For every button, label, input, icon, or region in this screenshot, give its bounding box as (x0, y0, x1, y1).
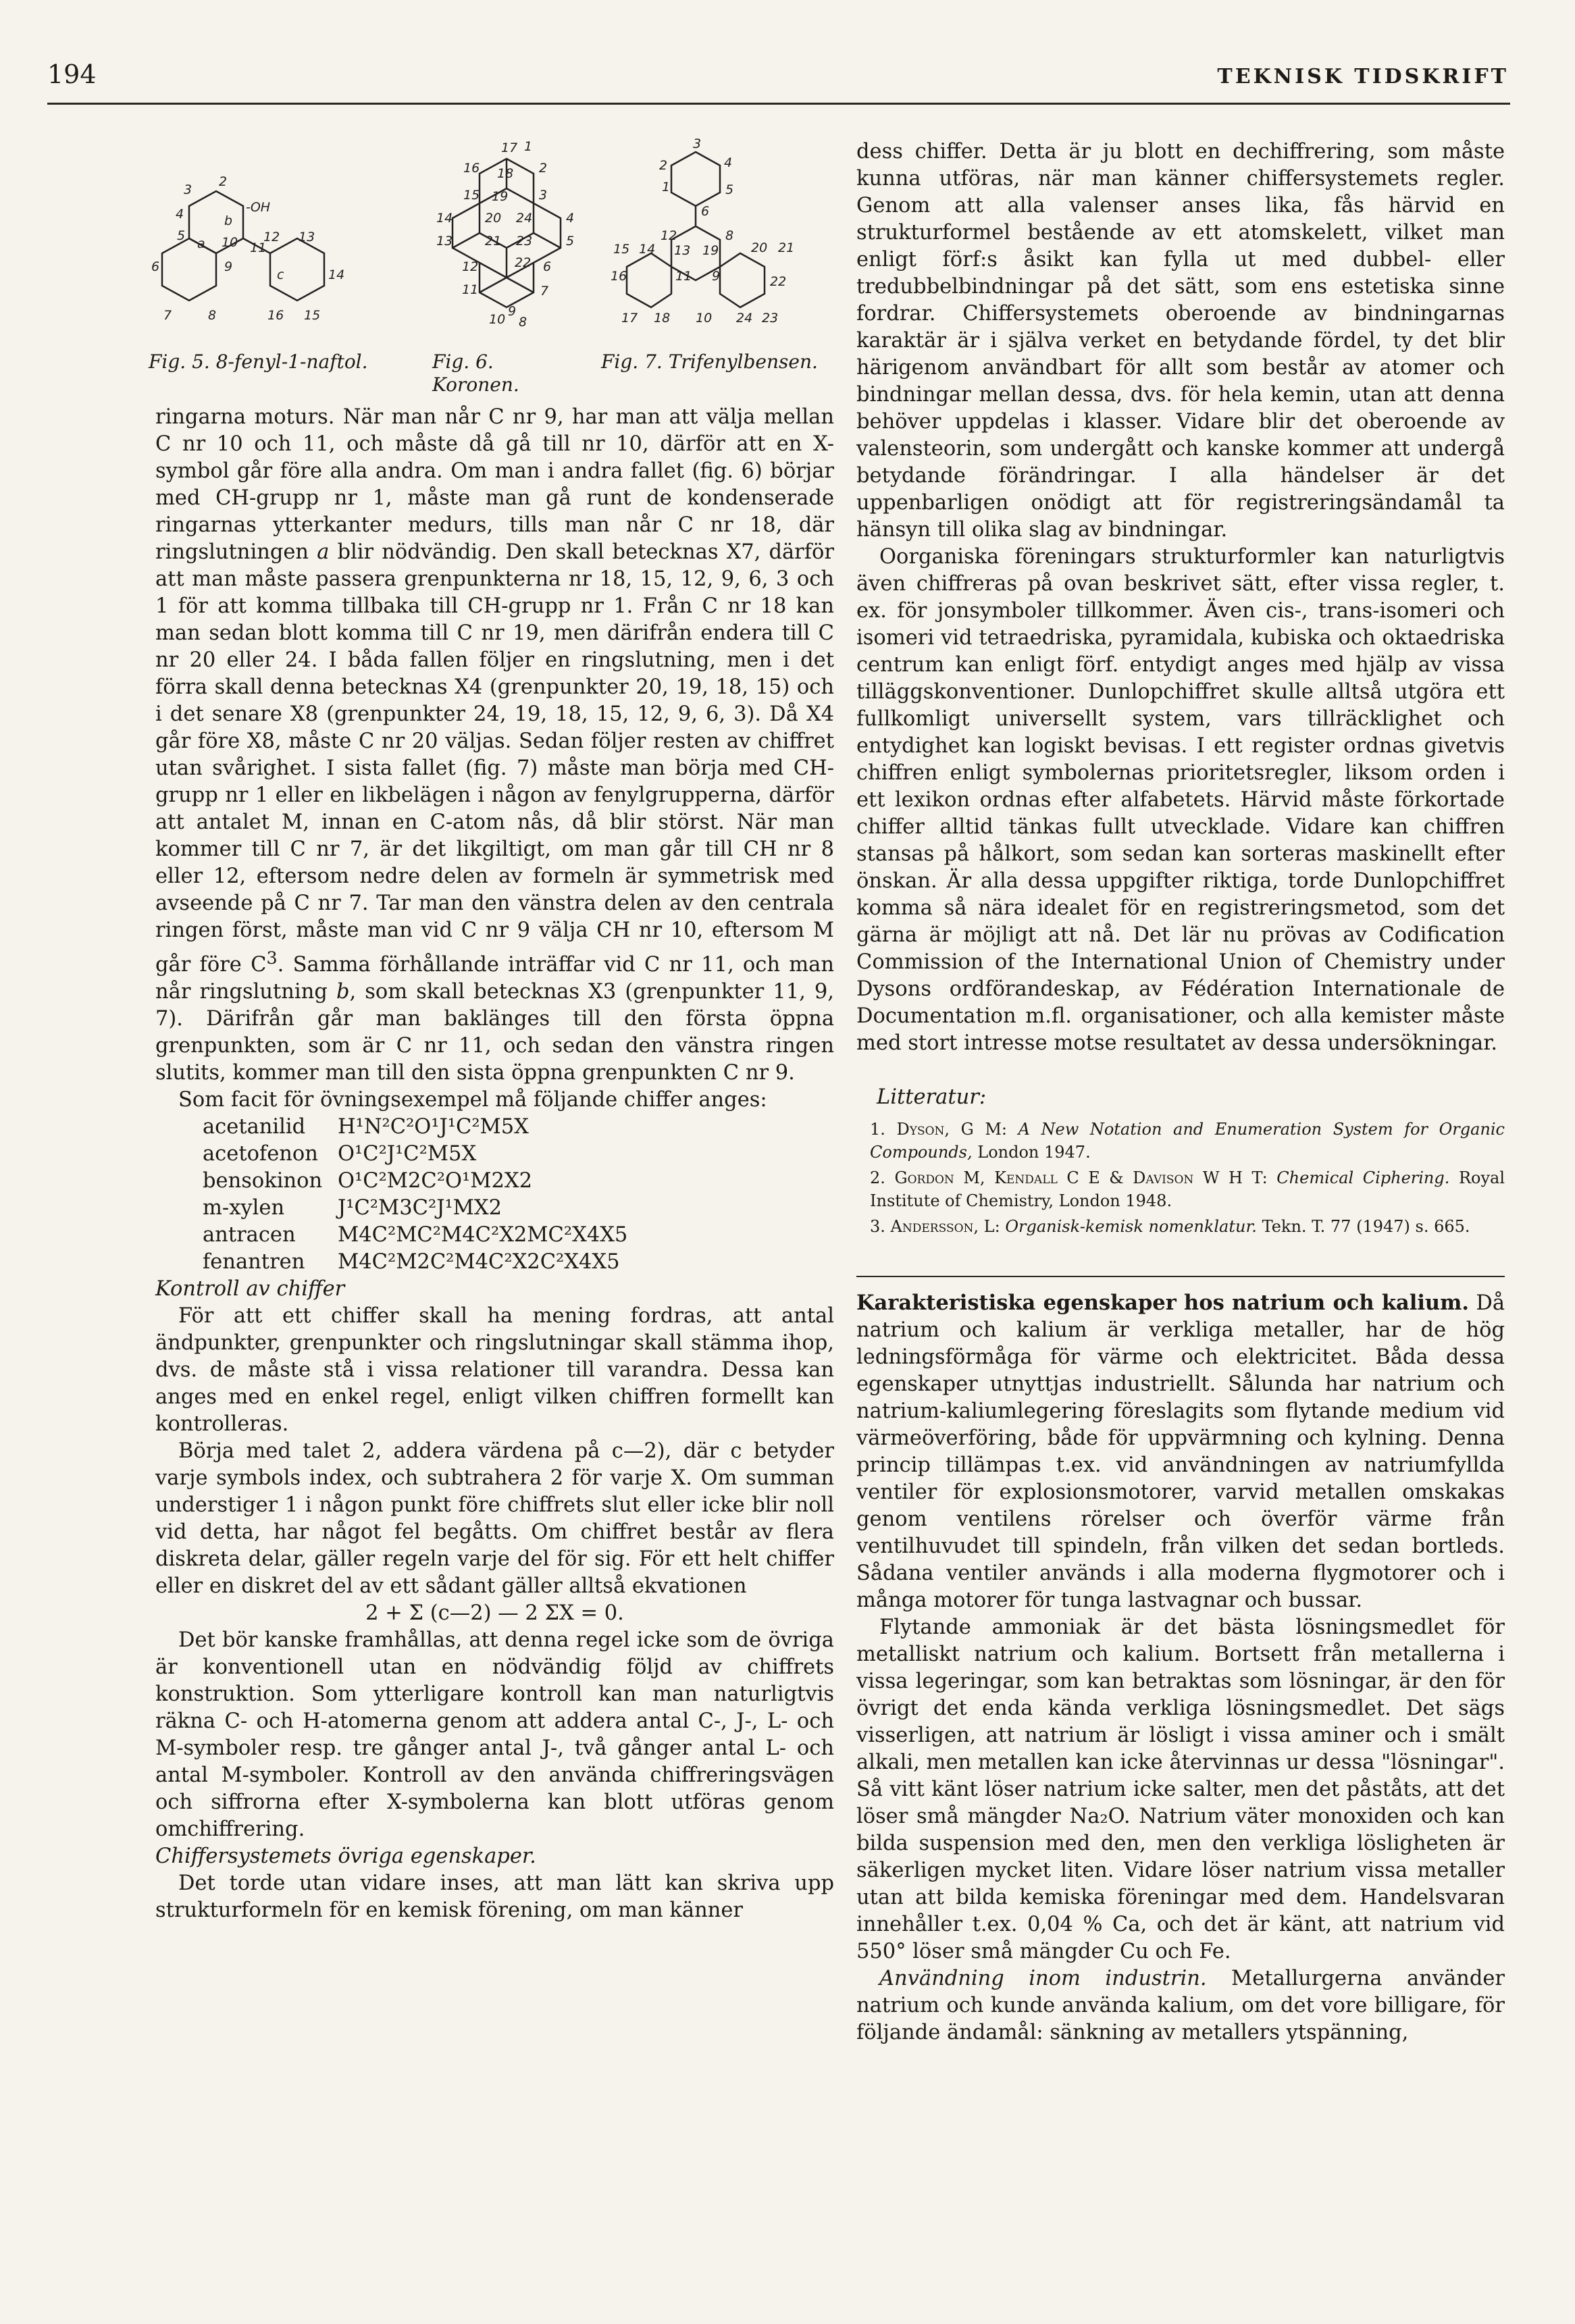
fig6-label: 9 (508, 304, 517, 319)
reference-item (870, 1166, 1505, 1212)
fig7-label: 3 (693, 138, 702, 151)
fig5-label: c (277, 267, 284, 282)
fig7-label: 17 (621, 311, 638, 326)
compound-cipher: M4C²MC²M4C²X2MC²X4X5 (338, 1223, 628, 1247)
fig6-label: 24 (516, 211, 533, 226)
paragraph (856, 1289, 1505, 1614)
fig6-label: 6 (543, 259, 552, 274)
fig7-label: 22 (770, 274, 787, 289)
fig5-caption: Fig. 5. 8-fenyl-1-naftol. (149, 351, 368, 373)
paragraph: Oorganiska föreningars strukturformler kan naturligtvis även chiffreras på ovan beskrivet sätt, efter vissa regler, t. ex. för jonsymboler tillkommer. Även cis-, trans-isomeri och isomeri vid tetraedriska, pyramidala, kubiska och oktaedriska centrum kan enligt förf. entydigt anges med hjälp av vissa tilläggskonventioner. Dunlopchiffret skulle alltså utgöra ett fullkomligt universellt system, vars tillräcklighet och entydighet kan logiskt bevisas. I ett register ordnas givetvis chiffren enligt symbolernas prioritetsregler, liksom orden i ett lexikon ordnas efter alfabetets. Härvid måste förkortade chiffer alltid tänkas fullt utvecklade. Vidare kan chiffren stansas på hålkort, som sedan kan sorteras maskinellt efter önskan. Är alla dessa uppgifter riktiga, torde Dunlopchiffret komma så nära idealet för en registreringsmetod, som det gärna är möjligt att nå. Det lär nu prövas av Codification Commission of the International Union of Chemistry under Dysons ordförandeskap, av Fédération Internationale de Documentation m.fl. organisationer, och alla kemister måste med stort intresse motse resultatet av dessa undersökningar. (856, 545, 1505, 1055)
fig7-label: 1 (662, 180, 671, 195)
compound-cipher: O¹C²M2C²O¹M2X2 (338, 1169, 532, 1193)
figure-6 (432, 138, 588, 396)
fig6-label: 10 (489, 312, 506, 327)
paragraph: För att ett chiffer skall ha mening fordras, att antal ändpunkter, grenpunkter och ringslutningar skall stämma ihop, dvs. de måste stå i vissa relationer till varandra. Dessa kan anges med en enkel regel, enligt vilken chiffren formellt kan kontrolleras. (155, 1304, 834, 1437)
fig7-label: 18 (654, 311, 671, 326)
paragraph: Som facit för övningsexempel må följande chiffer anges: (178, 1088, 767, 1112)
fig5-label: 2 (219, 174, 228, 189)
table-row (203, 1195, 627, 1222)
ref-author: Andersson, L: (890, 1217, 1000, 1236)
fig5-label: 10 (222, 235, 238, 250)
compound-cipher: H¹N²C²O¹J¹C²M5X (338, 1115, 529, 1139)
table-row (203, 1222, 627, 1249)
paragraph (155, 404, 834, 1087)
fig6-label: 11 (462, 282, 479, 297)
fig7-label: 21 (778, 240, 795, 255)
section-heading-egenskaper: Chiffersystemets övriga egenskaper. (155, 1844, 536, 1869)
ref-title: Chemical Ciphering. (1276, 1168, 1450, 1187)
ref-author: Gordon M, Kendall C E & Davison W H T: (894, 1168, 1268, 1187)
figure-5 (149, 138, 385, 373)
section-heading-kontroll: Kontroll av chiffer (155, 1277, 345, 1301)
fig7-label: 2 (659, 158, 668, 173)
equation: 2 + Σ (c—2) — 2 ΣX = 0. (365, 1601, 624, 1626)
fig5-label: 4 (176, 207, 184, 222)
ref-title: Organisk-kemisk nomenklatur. (1005, 1217, 1257, 1236)
fig7-label: 4 (724, 155, 733, 170)
italic-symbol: a (317, 540, 330, 564)
fig6-label: 3 (539, 188, 548, 203)
fig7-label: 13 (674, 243, 691, 258)
fig5-label: 14 (328, 267, 345, 282)
fig7-label: 19 (702, 243, 719, 258)
ref-number: 1. (870, 1120, 885, 1139)
superscript: 3 (266, 948, 278, 968)
reference-item (870, 1215, 1505, 1238)
text-run: blir nödvändig. Den skall betecknas X7, därför att man måste passera grenpunkterna nr 18, 15, 12, 9, 6, 3 och 1 för att komma tillbaka till CH-grupp nr 1. Från C nr 18 kan man sedan blott komma till C nr 19, men därifrån endera till C nr 20 eller 24. I båda fallen följer en ringslutning, men i det förra skall denna betecknas X4 (grenpunkter 20, 19, 18, 15) och i det senare X8 (grenpunkter 24, 19, 18, 15, 12, 9, 6, 3). Då X4 går före X8, måste C nr 20 väljas. Sedan följer resten av chiffret utan svårighet. I sista fallet (fig. 7) måste man börja med CH-grupp nr 1 eller en likbelägen i någon av fenylgrupperna, därför att antalet M, innan en C-atom nås, då blir störst. När man kommer till C nr 7, är det likgiltigt, om man går till CH nr 8 eller 12, eftersom nedre delen av formeln är symmetrisk med avseende på C nr 7. Tar man den vänstra delen av den centrala ringen först, måste man vid C nr 9 välja CH nr 10, eftersom M går före C (155, 540, 834, 977)
fig6-label: 14 (436, 211, 453, 226)
paragraph: dess chiffer. Detta är ju blott en dechiffrering, som måste kunna utföras, när man känner chiffersystemets regler. Genom att alla valenser anses lika, fås härvid en strukturformel bestående av ett atomskelett, vilket man enligt förf:s åsikt kan fylla ut med dubbel- eller tredubbelbindningar på det sätt, som ens estetiska sinne fordrar. Chiffersystemets oberoende av bindningarnas karaktär är i själva verket en betydande fördel, ty det blir härigenom användbart för allt som består av atomer och bindningar mellan dessa, dvs. för hela kemin, utan att denna behöver uppdelas i klasser. Vidare blir det oberoende av valensteorin, som undergått och kanske kommer att undergå betydande förändringar. I alla händelser är det uppenbarligen onödigt att för registreringsändamål ta hänsyn till olika slag av bindningar. (856, 140, 1505, 542)
fig6-label: 23 (516, 234, 533, 249)
fig6-label: 12 (462, 259, 479, 274)
fig5-label: 13 (299, 230, 315, 244)
fig7-label: 12 (661, 228, 677, 243)
compound-cipher: O¹C²J¹C²M5X (338, 1142, 477, 1166)
fig6-label: 21 (485, 234, 502, 249)
compound-cipher: J¹C²M3C²J¹MX2 (338, 1196, 502, 1220)
italic-symbol: b (336, 980, 350, 1004)
fig7-label: 24 (736, 311, 753, 326)
fig5-label: 15 (304, 308, 321, 323)
table-row (203, 1114, 627, 1141)
table-row (203, 1168, 627, 1195)
fig5-label: 12 (263, 230, 280, 244)
fig5-label: a (197, 236, 205, 251)
fig5-label: b (224, 213, 233, 228)
fig5-label: 5 (177, 228, 186, 243)
compound-name: acetanilid (203, 1115, 306, 1139)
fig7-caption: Fig. 7. Trifenylbensen. (601, 351, 818, 373)
fig6-label: 5 (566, 234, 575, 249)
table-row (203, 1249, 627, 1276)
fig7-label: 8 (725, 228, 734, 243)
ref-number: 2. (870, 1168, 885, 1187)
fig7-label: 9 (712, 269, 721, 284)
fig7-label: 20 (751, 240, 768, 255)
fig6-caption-line1: Fig. 6. (432, 351, 494, 373)
paragraph (856, 1965, 1505, 2046)
fig6-label: 1 (524, 139, 533, 154)
fig5-label: 8 (208, 308, 217, 323)
figures-row (149, 138, 834, 398)
fig5-label: -OH (246, 200, 271, 215)
fig6-label: 15 (463, 188, 480, 203)
fig6-label: 20 (485, 211, 502, 226)
fig7-label: 5 (725, 182, 734, 197)
right-column (856, 138, 1505, 2046)
text-run: Metallurgerna använder natrium och kunde använda kalium, om det vore billigare, för följande ändamål: sänkning av metallers ytspänning, (856, 1967, 1505, 2044)
table-row (203, 1141, 627, 1168)
fig6-label: 16 (463, 161, 480, 176)
cipher-examples-table (203, 1114, 627, 1276)
fig6-caption-line2: Koronen. (432, 373, 519, 396)
fig6-structure-diagram (432, 138, 581, 341)
fig6-label: 19 (492, 189, 509, 204)
fig6-label: 7 (540, 284, 549, 299)
paragraph: Börja med talet 2, addera värdena på c—2), där c betyder varje symbols index, och subtrahera 2 för varje X. Om summan understiger 1 i någon punkt före chiffrets slut eller icke blir noll vid detta, har något fel begåtts. Om chiffret består av flera diskreta delar, gäller regeln varje del för sig. För ett helt chiffer eller en diskret del av ett sådant gäller alltså ekvationen (155, 1439, 834, 1599)
paragraph: Flytande ammoniak är det bästa lösningsmedlet för metalliskt natrium och kalium. Bortsett från metallerna i vissa legeringar, som kan betraktas som lösningar, är den för övrigt det enda kända verkliga lösningsmedlet. Det sägs visserligen, att natrium är lösligt i vissa aminer och i smält alkali, men metallen kan icke återvinnas ur dessa "lösningar". Så vitt känt löser natrium icke salter, men det påståts, att det löser små mängder Na₂O. Natrium väter monoxiden och kan bilda suspension med den, men den verkliga lösligheten är säkerligen mycket liten. Vidare löser natrium vissa metaller utan att bilda kemiska föreningar med dem. Handelsvaran innehåller t.ex. 0,04 % Ca, och det är känt, att natrium vid 550° löser små mängder Cu och Fe. (856, 1616, 1505, 1963)
compound-name: bensokinon (203, 1169, 323, 1193)
text-run: . Samma förhållande inträffar vid C nr 11, och man når ringslutning (155, 953, 834, 1004)
fig7-label: 23 (762, 311, 779, 326)
fig7-label: 15 (613, 242, 630, 257)
fig5-structure-diagram (149, 138, 378, 341)
journal-title: TEKNISK TIDSKRIFT (1217, 65, 1509, 88)
figure-7 (601, 138, 837, 373)
compound-name: fenantren (203, 1250, 305, 1274)
ref-details: London 1947. (977, 1143, 1091, 1162)
fig7-structure-diagram (601, 138, 831, 341)
fig6-label: 18 (497, 166, 514, 181)
compound-name: antracen (203, 1223, 296, 1247)
fig6-label: 22 (515, 255, 532, 270)
fig7-label: 11 (675, 269, 692, 284)
text-run: Då natrium och kalium är verkliga metaller, har de hög ledningsförmåga för värme och elektricitet. Båda dessa egenskaper utnyttjas industriellt. Sålunda har natrium och natrium-kaliumlegering föreslagits som flytande medium vid värmeöverföring, både för uppvärmning och kylning. Denna princip tillämpas t.ex. vid användningen av natriumfyllda ventiler för explosionsmotorer, varvid metallen omskakas genom ventilens rörelser och överför värme från ventilhuvudet till spindeln, från vilken det sedan bortleds. Sådana ventiler används i alla moderna flygmotorer och i många motorer för tunga lastvagnar och bussar. (856, 1291, 1505, 1612)
header-rule (47, 103, 1510, 105)
compound-name: acetofenon (203, 1142, 318, 1166)
fig6-label: 8 (519, 315, 527, 330)
page-number: 194 (47, 59, 97, 89)
fig7-label: 10 (696, 311, 713, 326)
references-heading: Litteratur: (877, 1085, 987, 1109)
fig5-label: 7 (163, 308, 172, 323)
ref-number: 3. (870, 1217, 885, 1236)
ref-author: Dyson, G M: (896, 1120, 1008, 1139)
text-run: ringarna moturs. När man når C nr 9, har man att välja mellan C nr 10 och 11, och måste då gå till nr 10, därför att en X-symbol går före alla andra. Om man i andra fallet (fig. 6) börjar med CH-grupp nr 1, måste man gå runt de kondenserade ringarnas ytterkanter medurs, tills man når C nr 18, där ringslutningen (155, 405, 834, 564)
left-column (149, 138, 834, 1924)
fig5-label: 6 (151, 259, 160, 274)
ref-details: Royal Institute of Chemistry, London 1948. (870, 1168, 1505, 1210)
fig5-label: 16 (267, 308, 284, 323)
fig5-label: 3 (184, 182, 192, 197)
ref-title: A New Notation and Enumeration System for Organic Compounds, (870, 1120, 1505, 1162)
article-title: Karakteristiska egenskaper hos natrium och kalium. (856, 1291, 1469, 1315)
inline-heading: Användning inom industrin. (879, 1967, 1207, 1990)
text-run: , som skall betecknas X3 (grenpunkter 11, 9, 7). Därifrån går man baklänges till den första öppna grenpunkten, som är C nr 11, och sedan den vänstra ringen slutits, kommer man till den sista öppna grenpunkten C nr 9. (155, 980, 834, 1085)
fig7-label: 16 (611, 269, 627, 284)
compound-cipher: M4C²M2C²M4C²X2C²X4X5 (338, 1250, 620, 1274)
fig6-label: 4 (566, 211, 575, 226)
compound-name: m-xylen (203, 1196, 285, 1220)
reference-item (870, 1118, 1505, 1164)
paragraph: Det bör kanske framhållas, att denna regel icke som de övriga är konventionell utan en nödvändig följd av chiffrets konstruktion. Som ytterligare kontroll kan man naturligtvis räkna C- och H-atomerna genom att addera antal C-, J-, L- och M-symboler resp. tre gånger antal J-, två gånger antal L- och antal M-symboler. Kontroll av den använda chiffreringsvägen och siffrorna efter X-symbolerna kan blott utföras genom omchiffrering. (155, 1628, 834, 1842)
fig7-label: 14 (639, 242, 656, 257)
fig6-label: 2 (539, 161, 548, 176)
ref-details: Tekn. T. 77 (1947) s. 665. (1262, 1217, 1470, 1236)
references-list (870, 1118, 1505, 1238)
article-separator (856, 1276, 1505, 1277)
fig5-label: 9 (224, 259, 233, 274)
fig6-label: 13 (436, 234, 453, 249)
fig7-label: 6 (701, 204, 710, 219)
fig5-label: 11 (250, 240, 267, 255)
fig6-label: 17 (501, 140, 518, 155)
paragraph: Det torde utan vidare inses, att man lätt kan skriva upp strukturformeln för en kemisk förening, om man känner (155, 1871, 834, 1923)
